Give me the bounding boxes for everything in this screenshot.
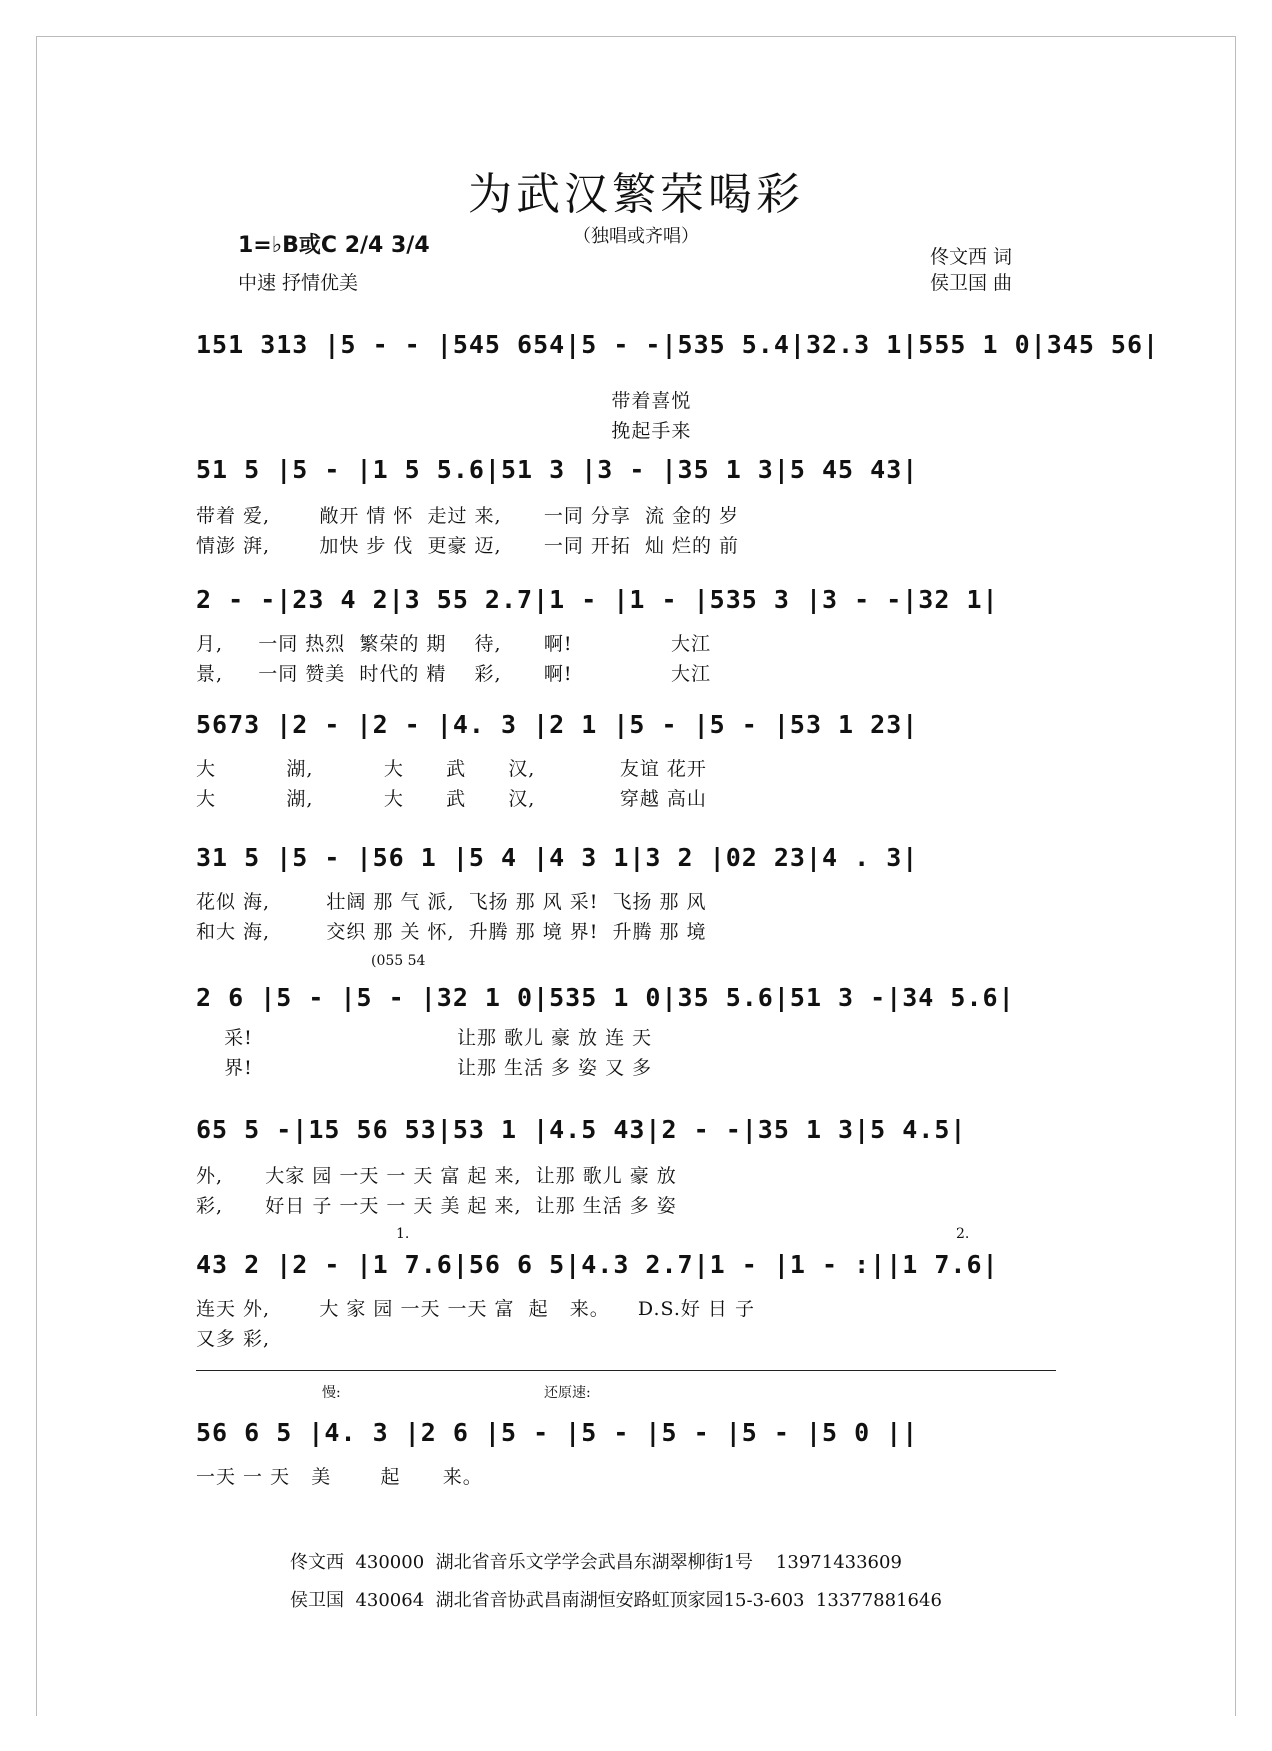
tempo-marking: 中速 抒情优美 — [238, 272, 359, 294]
composer-credit: 侯卫国 曲 — [930, 272, 1013, 294]
notation-line: 51 5 |5 - |1 5 5.6|51 3 |3 - |35 1 3|5 45 43| — [196, 455, 919, 484]
footer-lyricist-address: 佟文西 430000 湖北省音乐文学学会武昌东湖翠柳街1号 13971433609 — [290, 1552, 902, 1573]
song-subtitle: （独唱或齐唱） — [573, 226, 699, 247]
notation-line: 31 5 |5 - |56 1 |5 4 |4 3 1|3 2 |02 23|4 . 3| — [196, 843, 919, 872]
restore-tempo-marker: 还原速: — [544, 1385, 591, 1401]
notation-line: 2 6 |5 - |5 - |32 1 0|535 1 0|35 5.6|51 3 -|34 5.6| — [196, 983, 1015, 1012]
slow-tempo-marker: 慢: — [322, 1385, 341, 1401]
lyric-verse-2: 和大 海, 交织 那 关 怀, 升腾 那 境 界! 升腾 那 境 — [196, 921, 707, 943]
lyric-verse-2: 挽起手来 — [196, 420, 692, 442]
lyric-verse-1: 采! 让那 歌儿 豪 放 连 天 — [196, 1027, 653, 1049]
lyric-verse-2: 大 湖, 大 武 汉, 穿越 高山 — [196, 788, 707, 810]
notation-line: 65 5 -|15 56 53|53 1 |4.5 43|2 - -|35 1 3|5 4.5| — [196, 1115, 967, 1144]
notation-line: 43 2 |2 - |1 7.6|56 6 5|4.3 2.7|1 - |1 - :||1 7.6| — [196, 1250, 999, 1279]
lyric-verse-2: 彩, 好日 子 一天 一 天 美 起 来, 让那 生活 多 姿 — [196, 1195, 677, 1217]
lyric-verse-1: 一天 一 天 美 起 来。 — [196, 1466, 483, 1488]
notation-line: 151 313 |5 - - |545 654|5 - -|535 5.4|32.3 1|555 1 0|345 56| — [196, 330, 1160, 359]
volta-2-marker: 2. — [956, 1226, 970, 1242]
notation-line: 2 - -|23 4 2|3 55 2.7|1 - |1 - |535 3 |3 - -|32 1| — [196, 585, 999, 614]
lyric-verse-2: 景, 一同 赞美 时代的 精 彩, 啊! 大江 — [196, 663, 712, 685]
lyric-verse-1: 大 湖, 大 武 汉, 友谊 花开 — [196, 758, 707, 780]
key-signature: 1=♭B或C 2/4 3/4 — [238, 233, 430, 258]
footer-composer-address: 侯卫国 430064 湖北省音协武昌南湖恒安路虹顶家园15-3-603 13377881646 — [290, 1590, 942, 1611]
notation-line: 56 6 5 |4. 3 |2 6 |5 - |5 - |5 - |5 - |5 0 || — [196, 1418, 919, 1447]
lyric-verse-1: 带着喜悦 — [196, 390, 692, 412]
lyric-verse-1: 花似 海, 壮阔 那 气 派, 飞扬 那 风 采! 飞扬 那 风 — [196, 891, 707, 913]
song-title: 为武汉繁荣喝彩 — [468, 169, 804, 220]
lyric-verse-1: 月, 一同 热烈 繁荣的 期 待, 啊! 大江 — [196, 633, 712, 655]
lyric-verse-2: 又多 彩, — [196, 1328, 271, 1350]
grace-notes-marker: (055 54 — [371, 953, 426, 969]
lyric-verse-2: 情澎 湃, 加快 步 伐 更豪 迈, 一同 开拓 灿 烂的 前 — [196, 535, 740, 557]
lyric-verse-2: 界! 让那 生活 多 姿 又 多 — [196, 1057, 653, 1079]
credits — [930, 244, 1012, 296]
lyric-verse-1: 外, 大家 园 一天 一 天 富 起 来, 让那 歌儿 豪 放 — [196, 1165, 677, 1187]
volta-1-marker: 1. — [396, 1226, 410, 1242]
lyric-verse-1: 带着 爱, 敞开 情 怀 走过 来, 一同 分享 流 金的 岁 — [196, 505, 740, 527]
notation-line: 5673 |2 - |2 - |4. 3 |2 1 |5 - |5 - |53 1 23| — [196, 710, 919, 739]
lyric-verse-1: 连天 外, 大 家 园 一天 一天 富 起 来。 D.S.好 日 子 — [196, 1298, 755, 1320]
phrase-line — [196, 1370, 1056, 1371]
lyricist-credit: 佟文西 词 — [930, 246, 1013, 268]
